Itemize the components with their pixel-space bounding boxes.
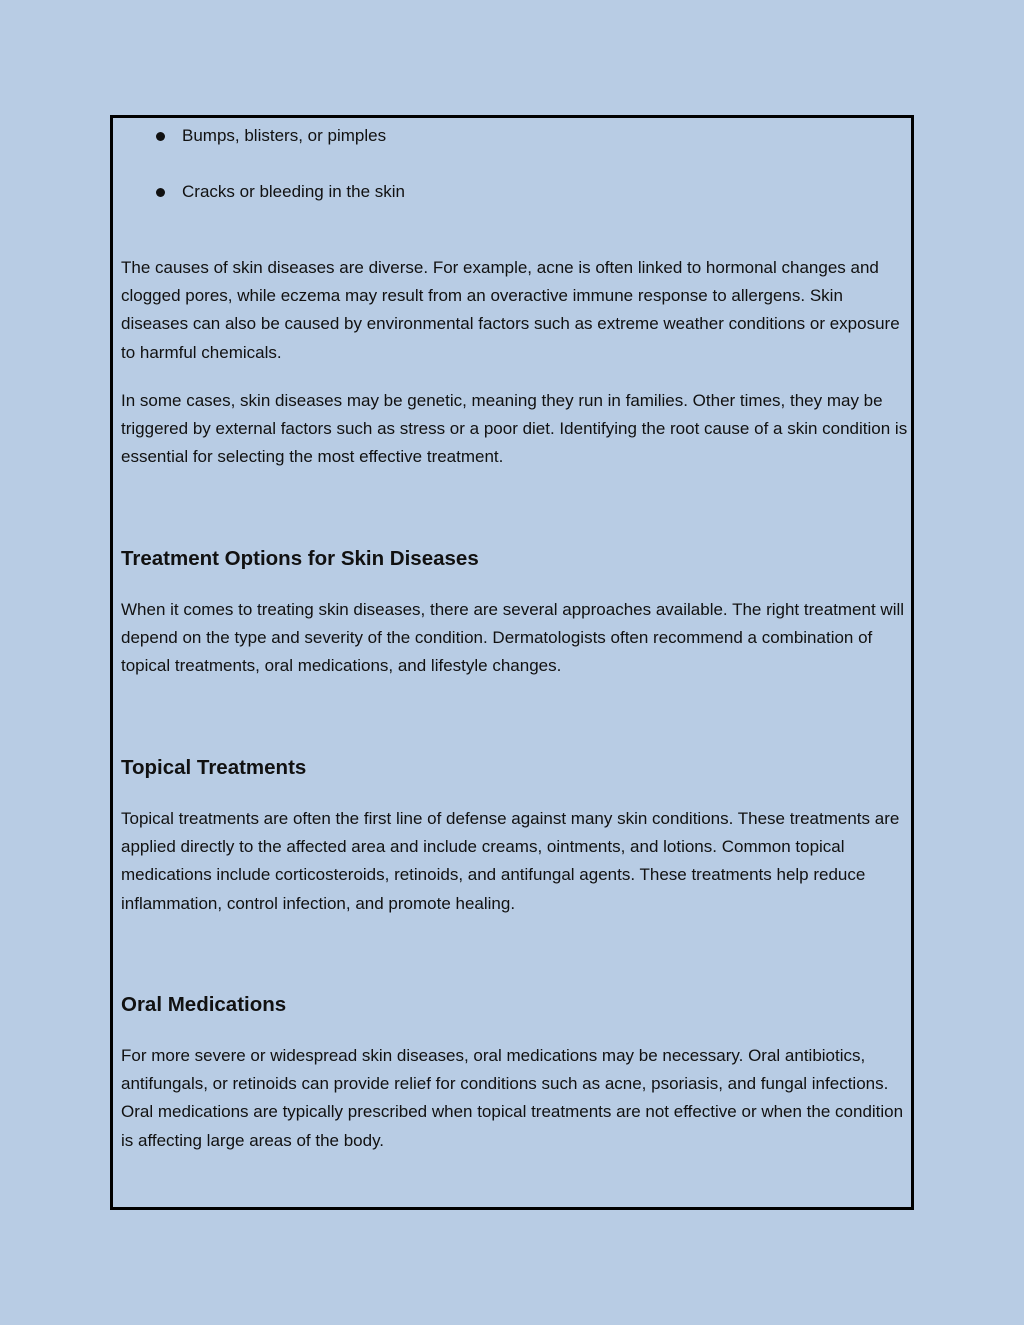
bullet-text: Bumps, blisters, or pimples bbox=[182, 126, 387, 145]
bullet-item bbox=[156, 182, 405, 202]
bullet-dot-icon bbox=[156, 132, 165, 141]
bullet-item bbox=[156, 126, 386, 146]
paragraph-topical-treatments: Topical treatments are often the first line of defense against many skin conditions. These treatments are applied directly to the affected area and include creams, ointments, and lotions. Common topical medications include corticosteroids, retinoids, and antifungal agents. These treatments help reduce inflammation, control infection, and promote healing. bbox=[121, 809, 900, 913]
content-box bbox=[110, 115, 914, 1210]
paragraph-oral-medications: For more severe or widespread skin diseases, oral medications may be necessary. Oral antibiotics, antifungals, or retinoids can provide relief for conditions such as acne, psoriasis, and fungal infections. Oral medications are typically prescribed when topical treatments are not effective or when the condition is affecting large areas of the body. bbox=[121, 1046, 904, 1150]
paragraph-causes: The causes of skin diseases are diverse. For example, acne is often linked to hormonal changes and clogged pores, while eczema may result from an overactive immune response to allergens. Skin diseases can also be caused by environmental factors such as extreme weather conditions or exposure to harmful chemicals. bbox=[121, 258, 900, 362]
bullet-dot-icon bbox=[156, 188, 165, 197]
bullet-text: Cracks or bleeding in the skin bbox=[182, 182, 406, 201]
heading-treatment-options: Treatment Options for Skin Diseases bbox=[121, 547, 479, 570]
paragraph-treatment-options: When it comes to treating skin diseases, there are several approaches available. The right treatment will depend on the type and severity of the condition. Dermatologists often recommend a combination of topical treatments, oral medications, and lifestyle changes. bbox=[121, 600, 905, 676]
paragraph-genetic: In some cases, skin diseases may be genetic, meaning they run in families. Other times, they may be triggered by external factors such as stress or a poor diet. Identifying the root cause of a skin condition is essential for selecting the most effective treatment. bbox=[121, 391, 908, 467]
heading-topical-treatments: Topical Treatments bbox=[121, 756, 307, 779]
heading-oral-medications: Oral Medications bbox=[121, 993, 287, 1016]
